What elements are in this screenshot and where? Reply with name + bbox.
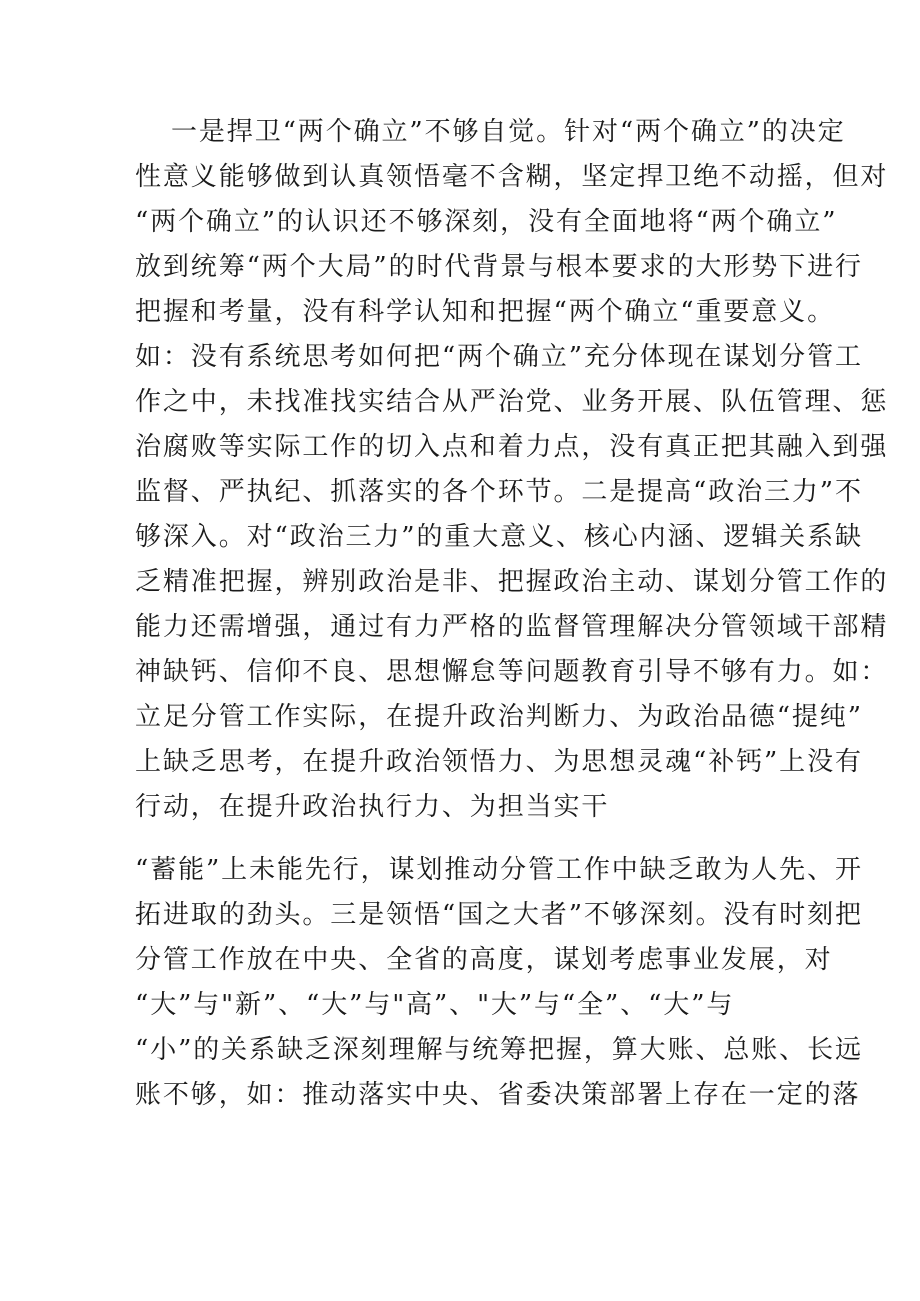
text-line: 分管工作放在中央、全省的高度，谋划考虑事业发展，对 — [135, 945, 833, 975]
text-line: 拓进取的劲头。三是领悟“国之大者”不够深刻。没有时刻把 — [135, 900, 863, 930]
text-line: 账不够，如：推动落实中央、省委决策部署上存在一定的落 — [135, 1080, 861, 1110]
text-line: 立足分管工作实际，在提升政治判断力、为政治品德“提纯” — [135, 702, 863, 732]
text-line: “大”与"新”、“大”与"高”、"大”与“全”、“大”与 — [135, 990, 735, 1020]
text-line: 行动，在提升政治执行力、为担当实干 — [135, 792, 610, 822]
text-line: “小”的关系缺乏深刻理解与统筹把握，算大账、总账、长远 — [135, 1035, 863, 1065]
text-line: 监督、严执纪、抓落实的各个环节。二是提高“政治三力”不 — [135, 477, 863, 507]
text-line: 神缺钙、信仰不良、思想懈怠等问题教育引导不够有力。如： — [135, 657, 889, 687]
text-line: 上缺乏思考，在提升政治领悟力、为思想灵魂“补钙”上没有 — [135, 747, 863, 777]
text-line: 够深入。对“政治三力”的重大意义、核心内涵、逻辑关系缺 — [135, 522, 863, 552]
text-line: 一是捍卫“两个确立”不够自觉。针对“两个确立”的决定 — [171, 117, 846, 147]
text-line: 把握和考量，没有科学认知和把握“两个确立“重要意义。 — [135, 297, 835, 327]
text-line: 性意义能够做到认真领悟毫不含糊，坚定捍卫绝不动摇，但对 — [135, 162, 889, 192]
text-line: 作之中，未找准找实结合从严治党、业务开展、队伍管理、惩 — [135, 387, 889, 417]
text-line: “蓄能”上未能先行，谋划推动分管工作中缺乏敢为人先、开 — [135, 855, 863, 885]
text-line: 如：没有系统思考如何把“两个确立”充分体现在谋划分管工 — [135, 342, 863, 372]
text-line: 能力还需增强，通过有力严格的监督管理解决分管领域干部精 — [135, 612, 889, 642]
text-line: 乏精准把握，辨别政治是非、把握政治主动、谋划分管工作的 — [135, 567, 889, 597]
text-line: “两个确立”的认识还不够深刻，没有全面地将“两个确立” — [135, 207, 838, 237]
text-line: 放到统筹“两个大局”的时代背景与根本要求的大形势下进行 — [135, 252, 863, 282]
text-line: 治腐败等实际工作的切入点和着力点，没有真正把其融入到强 — [135, 432, 889, 462]
